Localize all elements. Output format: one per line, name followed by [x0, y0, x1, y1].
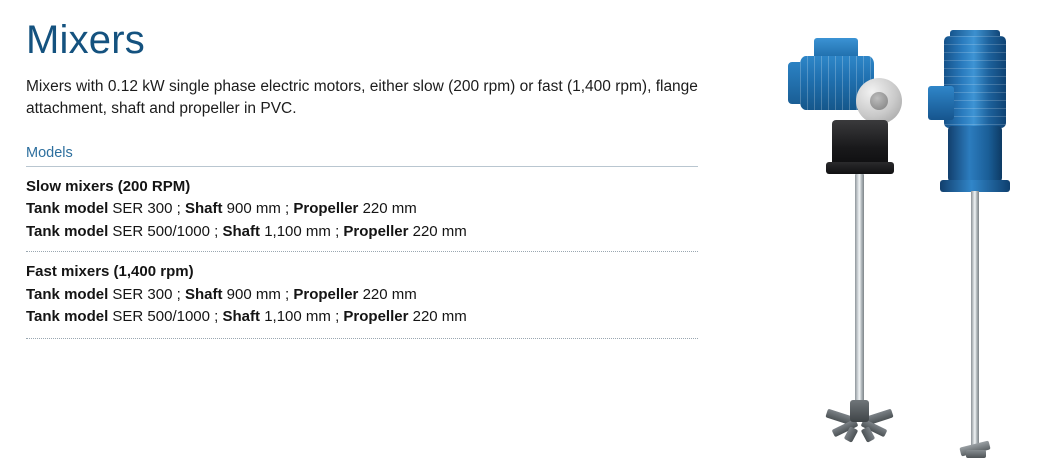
- flange-housing: [832, 120, 888, 166]
- propeller-label: Propeller: [293, 285, 359, 303]
- tank-model-label: Tank model: [26, 222, 109, 240]
- propeller-label: Propeller: [343, 222, 409, 240]
- intro-paragraph: Mixers with 0.12 kW single phase electric motors, either slow (200 rpm) or fast (1,400 rpm), flange attachment, shaft and propeller in PVC.: [26, 78, 698, 118]
- model-group-fast: [26, 261, 726, 329]
- propeller-value: 220 mm: [362, 285, 417, 303]
- product-photos: [760, 10, 1046, 465]
- tank-model-value: SER 500/1000: [112, 222, 210, 240]
- spec-row: [26, 284, 726, 307]
- separator: ;: [214, 308, 219, 326]
- group-title-fast: Fast mixers (1,400 rpm): [26, 263, 194, 281]
- shaft-value: 900 mm: [226, 200, 281, 218]
- mixer-shaft: [971, 191, 979, 449]
- text-content: [26, 18, 726, 348]
- shaft-label: Shaft: [184, 200, 223, 218]
- tank-model-value: SER 300: [112, 285, 173, 303]
- shaft-value: 1,100 mm: [264, 222, 331, 240]
- propeller-value: 220 mm: [362, 200, 417, 218]
- separator: ;: [285, 285, 290, 303]
- shaft-value: 900 mm: [226, 285, 281, 303]
- mixer-shaft: [855, 174, 864, 406]
- gear-housing: [948, 126, 1002, 182]
- tank-model-label: Tank model: [26, 200, 109, 218]
- shaft-label: Shaft: [184, 285, 223, 303]
- spec-row: [26, 221, 726, 244]
- propeller-label: Propeller: [343, 308, 409, 326]
- shaft-label: Shaft: [222, 222, 261, 240]
- propeller-label: Propeller: [293, 200, 359, 218]
- propeller-value: 220 mm: [412, 308, 467, 326]
- models-section-heading: Models: [26, 145, 698, 167]
- model-group-slow: [26, 176, 726, 244]
- group-divider: [26, 251, 698, 252]
- shaft-value: 1,100 mm: [264, 308, 331, 326]
- group-title-slow: Slow mixers (200 RPM): [26, 177, 191, 195]
- gearbox-hub: [870, 92, 888, 110]
- spec-row: [26, 306, 726, 329]
- bottom-divider: [26, 338, 698, 339]
- vertical-motor-mixer-photo: [920, 30, 1040, 460]
- separator: ;: [176, 285, 181, 303]
- separator: ;: [214, 222, 219, 240]
- tank-model-label: Tank model: [26, 285, 109, 303]
- propeller-hub: [966, 450, 986, 458]
- shaft-label: Shaft: [222, 308, 261, 326]
- separator: ;: [176, 200, 181, 218]
- separator: ;: [335, 308, 340, 326]
- propeller-hub: [850, 400, 869, 422]
- spec-row: [26, 198, 726, 221]
- terminal-box: [928, 86, 954, 120]
- page-title: Mixers: [26, 18, 145, 62]
- tank-model-label: Tank model: [26, 308, 109, 326]
- separator: ;: [285, 200, 290, 218]
- flange-plate: [826, 162, 894, 174]
- propeller-value: 220 mm: [412, 222, 467, 240]
- separator: ;: [335, 222, 340, 240]
- tank-model-value: SER 500/1000: [112, 308, 210, 326]
- tank-model-value: SER 300: [112, 200, 173, 218]
- horizontal-gear-motor-mixer-photo: [770, 28, 910, 448]
